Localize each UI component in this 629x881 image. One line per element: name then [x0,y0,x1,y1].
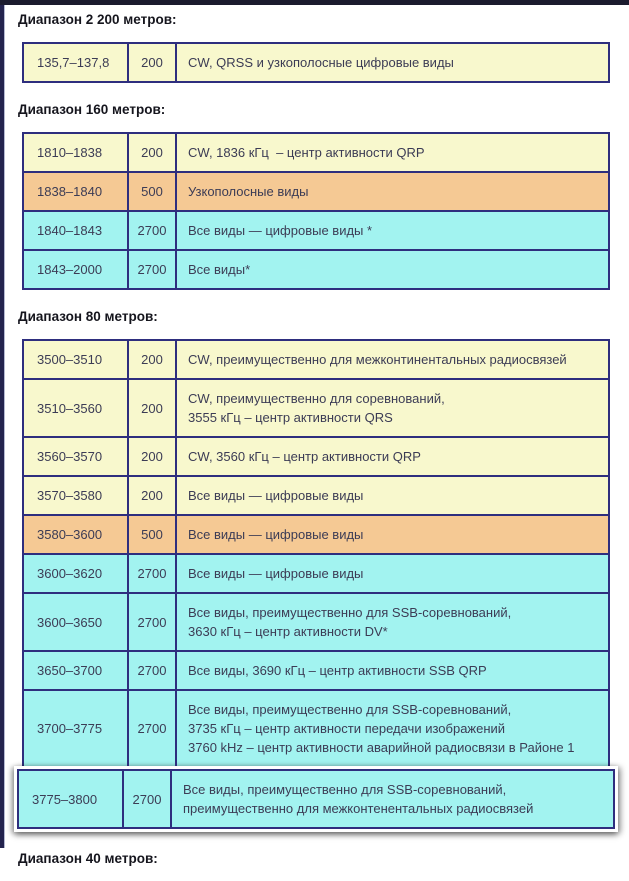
description-cell [175,555,608,592]
description-line: CW, QRSS и узкополосные цифровые виды [188,55,454,70]
table-row [22,132,610,173]
table-row [22,339,610,380]
power-cell: 200 [127,134,175,171]
section-heading: Диапазон 160 метров: [18,102,166,117]
section-heading: Диапазон 2 200 метров: [18,12,177,27]
table-row [22,475,610,516]
power-cell: 200 [127,44,175,81]
section-heading: Диапазон 80 метров: [18,309,158,324]
band-section [18,12,618,83]
description-line: CW, 3560 кГц – центр активности QRP [188,449,421,464]
description-cell [175,212,608,249]
frequency-range-cell: 3580–3600 [37,527,103,542]
description-cell [175,477,608,514]
table-row [22,42,610,83]
description-line: Все виды, преимущественно для SSB-соревнований, [183,782,507,797]
description-line: Все виды — цифровые виды [188,566,364,581]
band-table [22,132,610,290]
description-cell [175,594,608,650]
table-row [22,689,610,768]
description-line: 3735 кГц – центр активности передачи изображений [188,721,506,736]
description-line: 3630 кГц – центр активности DV* [188,624,388,639]
description-line: Все виды, преимущественно для SSB-соревнований, [188,605,512,620]
frequency-range-cell: 3600–3620 [37,566,103,581]
table-row [22,553,610,594]
description-line: преимущественно для межконтенентальных радиосвязей [183,801,534,816]
description-line: CW, 1836 кГц – центр активности QRP [188,145,425,160]
description-cell [175,691,608,766]
description-cell [175,652,608,689]
description-cell [175,341,608,378]
table-row [22,171,610,212]
table-row [22,436,610,477]
table-row [22,249,610,290]
power-cell: 200 [127,380,175,436]
power-cell: 500 [127,516,175,553]
band-plan-document [18,5,618,881]
description-line: 3760 kHz – центр активности аварийной радиосвязи в Районе 1 [188,740,575,755]
band-section [18,102,618,290]
description-line: 3555 кГц – центр активности QRS [188,410,393,425]
description-cell [175,438,608,475]
band-table [22,42,610,83]
description-cell [175,134,608,171]
power-cell: 2700 [127,594,175,650]
frequency-range-cell: 135,7–137,8 [37,55,110,70]
power-cell: 2700 [127,555,175,592]
band-table [22,339,610,832]
section-heading: Диапазон 40 метров: [18,851,158,866]
power-cell: 200 [127,438,175,475]
description-line: Все виды, 3690 кГц – центр активности SSB QRP [188,663,487,678]
description-cell [175,44,608,81]
table-row [22,378,610,438]
power-cell: 200 [127,341,175,378]
description-line: Узкополосные виды [188,184,309,199]
band-section [18,851,618,867]
power-cell: 2700 [122,771,170,827]
power-cell: 500 [127,173,175,210]
description-line: Все виды, преимущественно для SSB-соревнований, [188,702,512,717]
description-cell [175,251,608,288]
description-cell [175,173,608,210]
description-line: Все виды — цифровые виды [188,527,364,542]
frequency-range-cell: 3775–3800 [32,791,98,807]
page-left-border-inner-line [4,0,5,848]
table-row [22,210,610,251]
frequency-range-cell: 1810–1838 [37,145,103,160]
frequency-range-cell: 3650–3700 [37,663,103,678]
description-line: CW, преимущественно для межконтинентальных радиосвязей [188,352,567,367]
power-cell: 200 [127,477,175,514]
frequency-range-cell: 1843–2000 [37,262,103,277]
description-cell [175,380,608,436]
table-row [22,650,610,691]
table-row [22,514,610,555]
description-cell [170,771,613,827]
power-cell: 2700 [127,251,175,288]
page-top-border [0,0,629,5]
description-line: Все виды — цифровые виды [188,488,364,503]
power-cell: 2700 [127,691,175,766]
table-row [22,592,610,652]
frequency-range-cell: 3570–3580 [37,488,103,503]
frequency-range-cell: 3500–3510 [37,352,103,367]
frequency-range-cell: 3560–3570 [37,449,103,464]
frequency-range-cell: 3600–3650 [37,614,103,630]
description-line: Все виды — цифровые виды * [188,223,373,238]
highlight-box [14,766,618,832]
frequency-range-cell: 1840–1843 [37,223,103,238]
power-cell: 2700 [127,652,175,689]
frequency-range-cell: 1838–1840 [37,184,103,199]
description-line: Все виды* [188,262,251,277]
frequency-range-cell: 3700–3775 [37,721,103,736]
frequency-range-cell: 3510–3560 [37,400,103,416]
description-cell [175,516,608,553]
description-line: CW, преимущественно для соревнований, [188,391,445,406]
table-row [17,769,615,829]
power-cell: 2700 [127,212,175,249]
band-section [18,309,618,832]
